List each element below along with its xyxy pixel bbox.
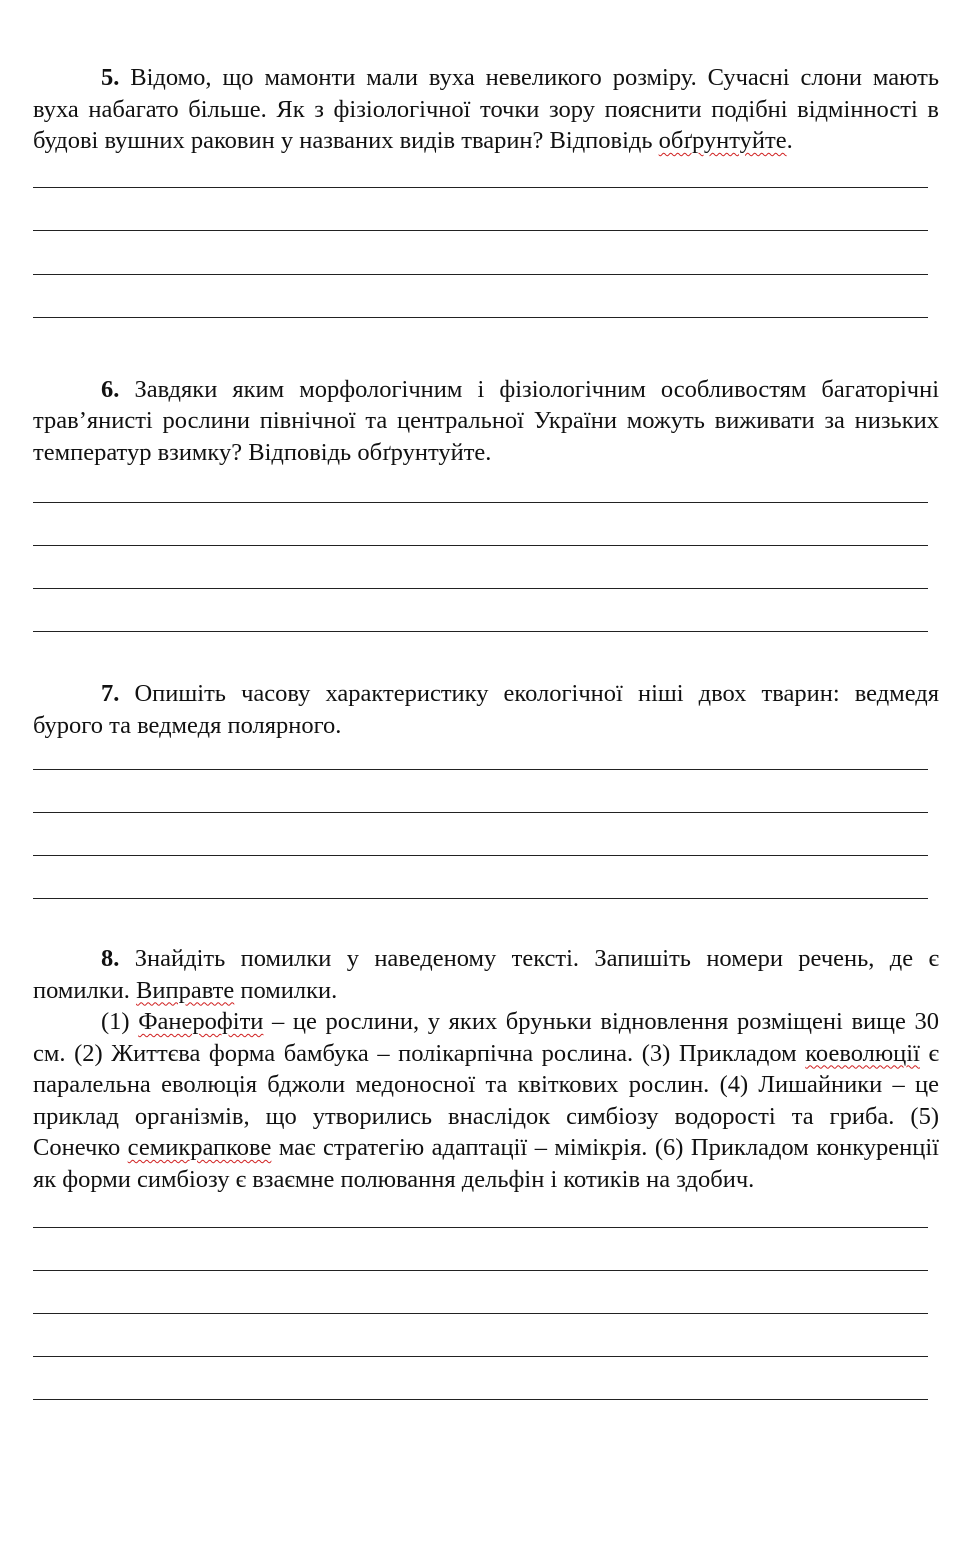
task-8-spellcheck-word: Виправте	[136, 976, 235, 1004]
answer-line[interactable]	[33, 1227, 928, 1228]
task-6-question	[33, 374, 939, 469]
task-5-text: Відомо, що мамонти мали вуха невеликого розміру. Сучасні слони мають вуха набагато більше. Як з фізіологічної точки зору пояснити подібні відмінності в будові вушних раковин у названих видів тварин? Відповідь	[33, 64, 939, 154]
answer-line[interactable]	[33, 1399, 928, 1400]
task-8-intro: Знайдіть помилки у наведеному тексті. Запишіть номери речень, де є помилки.	[33, 945, 939, 1004]
task-7-number: 7.	[101, 680, 120, 707]
task-8-text-block	[33, 1006, 939, 1195]
task-8-spellcheck-word: семикрапкове	[127, 1134, 272, 1161]
answer-line[interactable]	[33, 545, 928, 546]
task-8-spellcheck-word: коеволюції	[805, 1039, 920, 1067]
answer-line[interactable]	[33, 187, 928, 188]
task-8-intro-end: помилки.	[234, 976, 338, 1004]
task-8-text: має стратегію адаптації – мімікрія. (6) Прикладом конкуренції як форми симбіозу є взаємне полювання дельфін і котиків на здобич.	[33, 1134, 939, 1193]
answer-line[interactable]	[33, 1313, 928, 1314]
task-8-spellcheck-word: Фанерофіти	[138, 1008, 264, 1035]
answer-line[interactable]	[33, 588, 928, 589]
task-6-text: Завдяки яким морфологічним і фізіологічним особливостям багаторічні трав’янисті рослини північної та центральної України можуть виживати за низьких температур взимку? Відповідь обґрунтуйте.	[33, 375, 939, 466]
answer-line[interactable]	[33, 769, 928, 770]
task-8-number: 8.	[101, 945, 120, 972]
task-8-text: є паралельна еволюція бджоли медоносної та квіткових рослин. (4) Лишайники – це приклад організмів, що утворились внаслідок симбіозу водорості та гриба. (5) Сонечко	[33, 1039, 939, 1161]
task-5-spellcheck-word: обґрунтуйте	[658, 127, 787, 154]
task-5-answer-lines	[33, 187, 939, 318]
worksheet-page	[33, 62, 939, 1400]
answer-line[interactable]	[33, 898, 928, 899]
task-8-answer-lines	[33, 1227, 939, 1400]
task-7-text: Опишіть часову характеристику екологічної ніші двох тварин: ведмедя бурого та ведмедя полярного.	[33, 680, 939, 739]
answer-line[interactable]	[33, 274, 928, 275]
answer-line[interactable]	[33, 812, 928, 813]
answer-line[interactable]	[33, 230, 928, 231]
answer-line[interactable]	[33, 1270, 928, 1271]
answer-line[interactable]	[33, 1356, 928, 1357]
task-7-answer-lines	[33, 769, 939, 899]
answer-line[interactable]	[33, 317, 928, 318]
task-8-question	[33, 943, 939, 1006]
task-5-question	[33, 62, 939, 157]
task-8-text: (1)	[101, 1008, 139, 1035]
task-6-answer-lines	[33, 502, 939, 632]
answer-line[interactable]	[33, 855, 928, 856]
task-8-text: – це рослини, у яких бруньки відновлення розміщені вище 30 см. (2) Життєва форма бамбука – полікарпічна рослина. (3) Прикладом	[33, 1008, 939, 1067]
task-5-number: 5.	[101, 64, 120, 91]
answer-line[interactable]	[33, 631, 928, 632]
task-7-question	[33, 678, 939, 741]
task-6-number: 6.	[101, 375, 120, 403]
task-5-text-end: .	[786, 127, 793, 154]
answer-line[interactable]	[33, 502, 928, 503]
